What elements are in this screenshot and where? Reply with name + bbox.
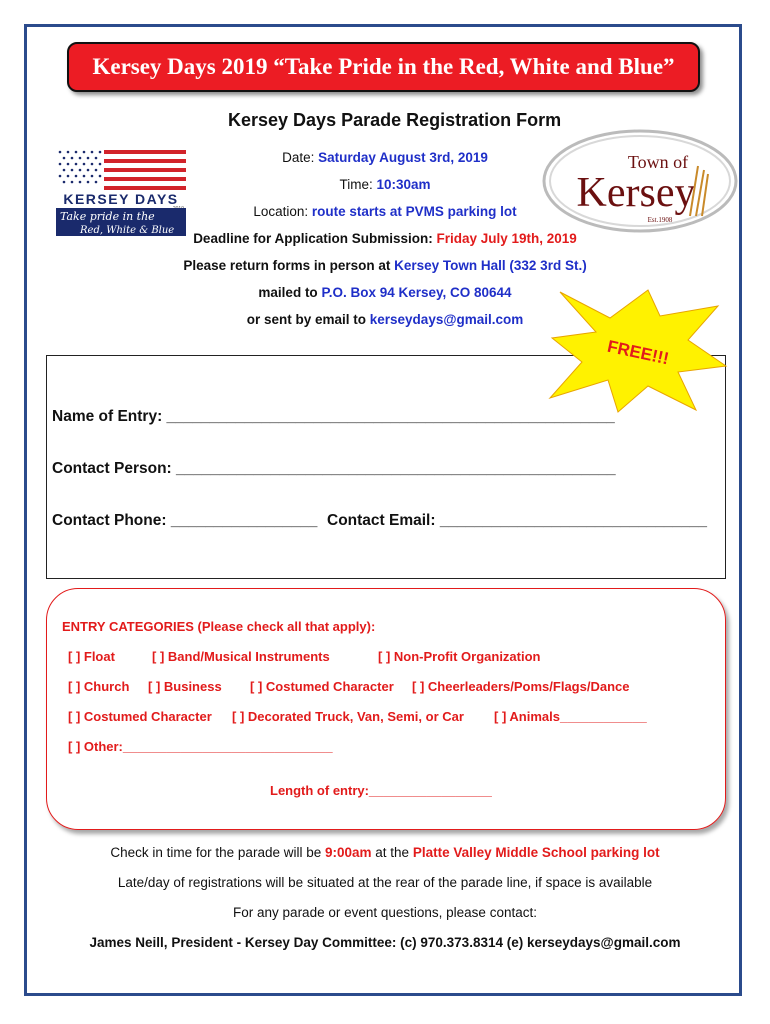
logo-title: KERSEY DAYS <box>63 191 179 207</box>
committee-contact: James Neill, President - Kersey Day Committee: (c) 970.373.8314 (e) kerseydays@gmail.com <box>89 935 681 950</box>
email-instruction: or sent by email to kerseydays@gmail.com <box>246 312 524 327</box>
event-location: Location: route starts at PVMS parking lot <box>253 204 517 219</box>
free-label: FREE!!! <box>605 336 671 369</box>
application-deadline: Deadline for Application Submission: Friday July 19th, 2019 <box>193 231 577 246</box>
checkbox-decorated-vehicle[interactable]: [ ] Decorated Truck, Van, Semi, or Car <box>232 709 464 724</box>
checkbox-other[interactable]: [ ] Other:_____________________________ <box>68 739 333 754</box>
questions-note: For any parade or event questions, please contact: <box>233 905 537 920</box>
checkbox-business[interactable]: [ ] Business <box>148 679 222 694</box>
checkbox-cheerleaders[interactable]: [ ] Cheerleaders/Poms/Flags/Dance <box>412 679 630 694</box>
checkin-info: Check in time for the parade will be 9:00am at the Platte Valley Middle School parking lot <box>110 845 660 860</box>
title-banner: Kersey Days 2019 “Take Pride in the Red, White and Blue” <box>67 42 700 92</box>
event-date: Date: Saturday August 3rd, 2019 <box>282 150 488 165</box>
contact-person-field[interactable]: Contact Person: ___________________________________________________ <box>52 460 616 477</box>
checkbox-costumed-character[interactable]: [ ] Costumed Character <box>250 679 394 694</box>
length-of-entry-field[interactable]: Length of entry:_________________ <box>270 783 492 798</box>
logo-tagline-2: Red, White & Blue <box>80 225 175 236</box>
late-registration-note: Late/day of registrations will be situated at the rear of the parade line, if space is available <box>117 875 653 890</box>
event-time: Time: 10:30am <box>339 177 431 192</box>
form-title: Kersey Days Parade Registration Form <box>228 110 562 130</box>
checkbox-float[interactable]: [ ] Float <box>68 649 115 664</box>
checkbox-nonprofit[interactable]: [ ] Non-Profit Organization <box>378 649 541 664</box>
logo-kersey: Kersey <box>576 170 696 216</box>
mailing-address: mailed to P.O. Box 94 Kersey, CO 80644 <box>258 285 512 300</box>
checkbox-church[interactable]: [ ] Church <box>68 679 130 694</box>
logo-tagline-1: Take pride in the <box>60 210 155 223</box>
name-of-entry-field[interactable]: Name of Entry: ____________________________________________________ <box>52 408 615 425</box>
checkbox-costumed-character-2[interactable]: [ ] Costumed Character <box>68 709 212 724</box>
contact-phone-field[interactable]: Contact Phone: _________________ <box>52 512 318 529</box>
categories-heading: ENTRY CATEGORIES (Please check all that apply): <box>62 619 376 634</box>
contact-email-field[interactable]: Contact Email: _______________________________ <box>327 512 708 529</box>
logo-town-of: Town of <box>627 152 689 172</box>
checkbox-band[interactable]: [ ] Band/Musical Instruments <box>152 649 330 664</box>
free-starburst <box>548 288 728 414</box>
logo-est: Est.1908 <box>647 216 673 224</box>
return-address: Please return forms in person at Kersey Town Hall (332 3rd St.) <box>183 258 587 273</box>
checkbox-animals[interactable]: [ ] Animals____________ <box>494 709 647 724</box>
